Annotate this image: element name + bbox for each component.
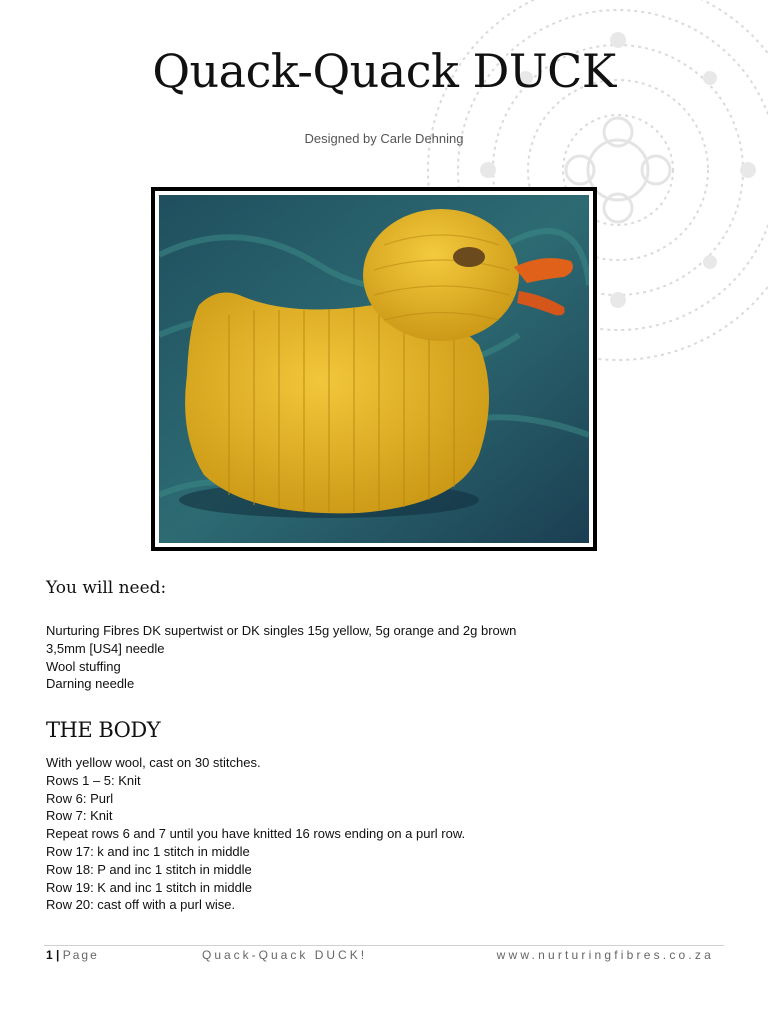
instruction-line: Row 17: k and inc 1 stitch in middle [46, 843, 250, 859]
designer-credit: Designed by Carle Dehning [304, 131, 464, 146]
body-section-heading: THE BODY [46, 718, 161, 742]
instruction-line: Row 19: K and inc 1 stitch in middle [46, 879, 252, 895]
page-number: 1 [46, 948, 53, 962]
footer-divider [44, 945, 724, 946]
page-label: Page [62, 948, 99, 962]
instruction-line: Repeat rows 6 and 7 until you have knitted 16 rows ending on a purl row. [46, 826, 466, 842]
duck-photo [151, 187, 597, 551]
footer-doc-title: Quack-Quack DUCK! [202, 948, 368, 962]
footer-separator: | [56, 948, 60, 962]
body-instructions [46, 754, 465, 914]
instruction-line: Rows 1 – 5: Knit [46, 772, 141, 788]
materials-heading: You will need: [46, 578, 167, 598]
instruction-line: Row 20: cast off with a purl wise. [46, 897, 236, 913]
instruction-line: Row 6: Purl [46, 790, 114, 806]
page-title: Quack-Quack DUCK [152, 44, 616, 98]
instruction-line: Row 7: Knit [46, 808, 113, 824]
list-item: 3,5mm [US4] needle [46, 640, 165, 656]
footer-website: www.nurturingfibres.co.za [496, 948, 714, 962]
knitted-duck-image [159, 195, 589, 543]
list-item: Nurturing Fibres DK supertwist or DK singles 15g yellow, 5g orange and 2g brown [46, 623, 517, 638]
instruction-line: Row 18: P and inc 1 stitch in middle [46, 861, 252, 877]
list-item: Wool stuffing [46, 658, 121, 674]
instruction-line: With yellow wool, cast on 30 stitches. [46, 755, 261, 770]
page-footer [46, 948, 714, 964]
list-item: Darning needle [46, 676, 135, 692]
materials-list [46, 622, 516, 693]
